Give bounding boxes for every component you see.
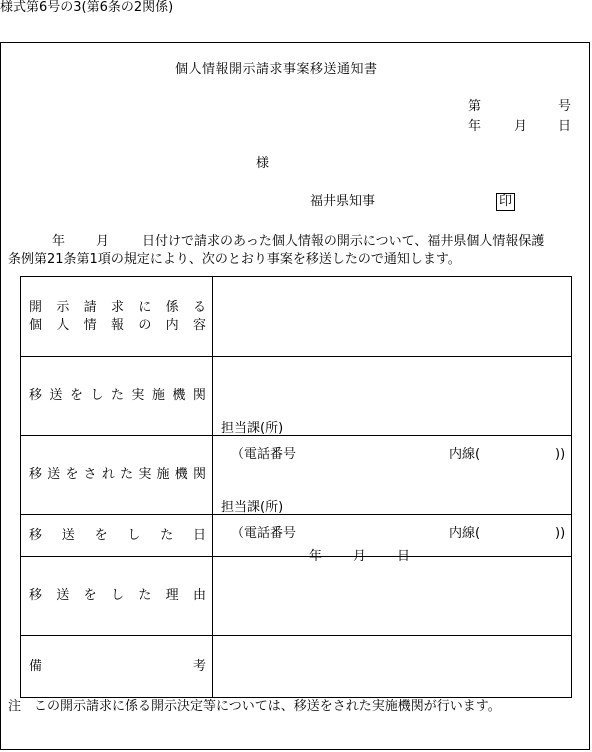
from-dept-label: 担当課(所) bbox=[221, 421, 284, 436]
label-char: を bbox=[94, 527, 108, 543]
document-title: 個人情報開示請求事案移送通知書 bbox=[175, 62, 378, 77]
label-char: 移 bbox=[29, 467, 43, 482]
sender-name: 福井県知事 bbox=[310, 194, 376, 209]
label-char: 関 bbox=[192, 388, 206, 403]
label-from-agency-text bbox=[29, 387, 206, 405]
label-char: 内 bbox=[165, 317, 179, 333]
date-year: 年 bbox=[468, 119, 482, 134]
to-phone-label: （電話番号 bbox=[231, 526, 297, 541]
label-char: 容 bbox=[192, 317, 206, 333]
label-remarks-text bbox=[29, 658, 206, 676]
label-char: 個 bbox=[29, 317, 43, 333]
label-char: 移 bbox=[29, 588, 43, 603]
label-to-agency-text bbox=[29, 466, 206, 484]
label-content-line1 bbox=[29, 299, 206, 317]
label-char: 情 bbox=[83, 317, 97, 333]
to-ext-close: )) bbox=[555, 526, 566, 541]
label-char: 請 bbox=[83, 299, 97, 315]
footnote: 注 この開示請求に係る開示決定等については、移送をされた実施機関が行います。 bbox=[8, 699, 501, 714]
label-char: 由 bbox=[192, 588, 206, 603]
label-char: 移 bbox=[29, 388, 43, 403]
from-ext-close: )) bbox=[555, 447, 566, 462]
label-char: し bbox=[90, 388, 104, 403]
to-ext-label: 内線( bbox=[449, 526, 481, 541]
label-transfer-date bbox=[21, 515, 213, 557]
label-char: 開 bbox=[29, 299, 43, 315]
label-transfer-date-text bbox=[29, 527, 206, 545]
label-char: 日 bbox=[192, 527, 206, 543]
label-char: 送 bbox=[49, 388, 63, 403]
transfer-details-table bbox=[20, 276, 572, 698]
from-phone-label: （電話番号 bbox=[231, 447, 297, 462]
doc-no-go: 号 bbox=[558, 99, 572, 114]
label-remarks-2: 考 bbox=[192, 658, 206, 674]
label-char: 報 bbox=[110, 317, 124, 333]
label-char: る bbox=[192, 299, 206, 315]
label-char: に bbox=[138, 299, 152, 315]
label-char: 移 bbox=[29, 527, 43, 543]
label-char: 機 bbox=[174, 467, 188, 482]
label-char: た bbox=[110, 388, 124, 403]
body-line2: 条例第21条第1項の規定により、次のとおり事案を移送したので通知します。 bbox=[8, 252, 461, 267]
label-reason bbox=[21, 557, 213, 636]
label-char: れ bbox=[101, 467, 115, 482]
body-line1: 日付けで請求のあった個人情報の開示について、福井県個人情報保護 bbox=[142, 234, 545, 249]
label-char: 送 bbox=[56, 588, 70, 603]
label-char: 機 bbox=[172, 388, 186, 403]
label-char: 人 bbox=[56, 317, 70, 333]
label-char: さ bbox=[83, 467, 97, 482]
value-content[interactable] bbox=[213, 277, 572, 357]
to-dept-label: 担当課(所) bbox=[221, 500, 284, 515]
label-char: た bbox=[138, 588, 152, 603]
row-from-agency bbox=[21, 357, 572, 436]
label-to-agency bbox=[21, 436, 213, 515]
value-from-agency[interactable] bbox=[213, 357, 572, 462]
label-remarks-1: 備 bbox=[29, 658, 43, 674]
label-char: た bbox=[160, 527, 174, 543]
seal-mark bbox=[496, 193, 515, 211]
label-char: を bbox=[69, 388, 83, 403]
value-reason[interactable] bbox=[213, 557, 572, 636]
label-char: 送 bbox=[47, 467, 61, 482]
label-char: 施 bbox=[156, 467, 170, 482]
label-char: 実 bbox=[131, 388, 145, 403]
label-char: 係 bbox=[165, 299, 179, 315]
label-char: 理 bbox=[165, 588, 179, 603]
label-char: を bbox=[65, 467, 79, 482]
form-number: 様式第6号の3(第6条の2関係) bbox=[0, 0, 174, 15]
label-char: し bbox=[110, 588, 124, 603]
body-month: 月 bbox=[96, 234, 110, 249]
transfer-date-month: 月 bbox=[353, 548, 367, 564]
date-month: 月 bbox=[514, 119, 528, 134]
row-content bbox=[21, 277, 572, 357]
label-char: 示 bbox=[56, 299, 70, 315]
label-char: を bbox=[83, 588, 97, 603]
label-char: た bbox=[120, 467, 134, 482]
label-content-line2 bbox=[29, 317, 206, 335]
label-char: し bbox=[127, 527, 141, 543]
label-char: 送 bbox=[61, 527, 75, 543]
label-char: の bbox=[138, 317, 152, 333]
doc-no-dai: 第 bbox=[468, 99, 482, 114]
label-remarks bbox=[21, 636, 213, 698]
seal-text: 印 bbox=[496, 193, 515, 211]
addressee-suffix: 様 bbox=[256, 156, 270, 171]
label-char: 求 bbox=[110, 299, 124, 315]
label-from-agency bbox=[21, 357, 213, 436]
row-reason bbox=[21, 557, 572, 636]
date-day: 日 bbox=[558, 119, 572, 134]
label-char: 実 bbox=[138, 467, 152, 482]
transfer-date-day: 日 bbox=[397, 548, 411, 564]
label-char: 施 bbox=[151, 388, 165, 403]
from-ext-label: 内線( bbox=[449, 447, 481, 462]
transfer-date-year: 年 bbox=[309, 548, 323, 564]
body-year: 年 bbox=[52, 234, 66, 249]
label-content bbox=[21, 277, 213, 357]
label-reason-text bbox=[29, 587, 206, 605]
label-char: 関 bbox=[192, 467, 206, 482]
value-remarks[interactable] bbox=[213, 636, 572, 698]
row-remarks bbox=[21, 636, 572, 698]
